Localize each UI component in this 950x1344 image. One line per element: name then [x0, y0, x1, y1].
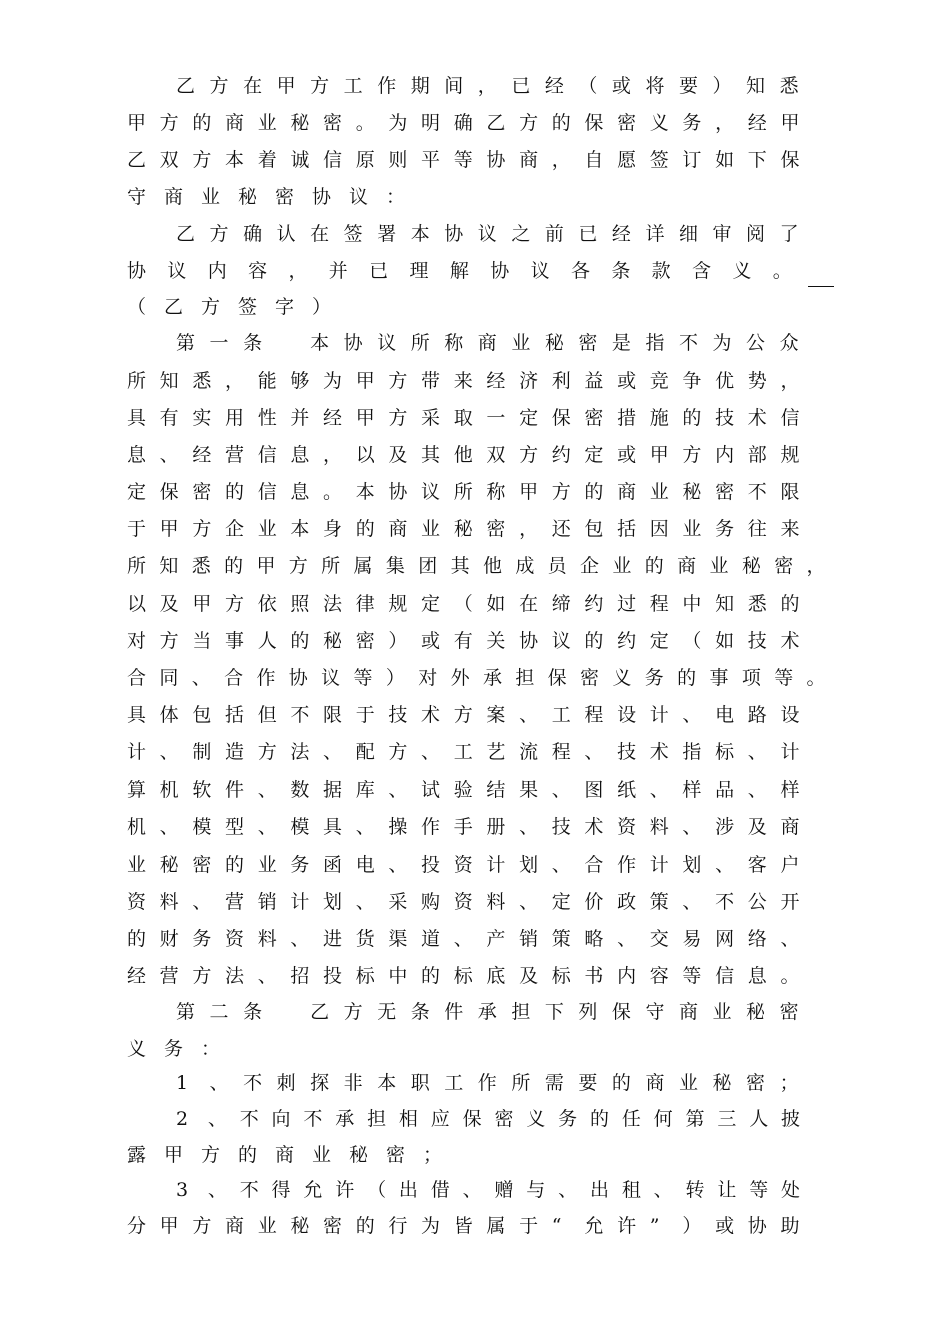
text-line: 所 知 悉 ， 能 够 为 甲 方 带 来 经 济 利 益 或 竞 争 优 势 ， [127, 370, 800, 392]
text-line: 资 料 、 营 销 计 划 、 采 购 资 料 、 定 价 政 策 、 不 公 开 [127, 891, 800, 913]
text-line: 义 务 ： [127, 1038, 221, 1060]
text-line: 业 秘 密 的 业 务 函 电 、 投 资 计 划 、 合 作 计 划 、 客 户 [127, 854, 800, 876]
text-line: 第 一 条 本 协 议 所 称 商 业 秘 密 是 指 不 为 公 众 [176, 332, 799, 354]
text-line: 2 、 不 向 不 承 担 相 应 保 密 义 务 的 任 何 第 三 人 披 [176, 1108, 801, 1130]
text-line: 以 及 甲 方 依 照 法 律 规 定 （ 如 在 缔 约 过 程 中 知 悉 的 [127, 593, 800, 615]
text-line: 对 方 当 事 人 的 秘 密 ） 或 有 关 协 议 的 约 定 （ 如 技 术 [127, 630, 800, 652]
text-line: （ 乙 方 签 字 ） [127, 296, 332, 318]
text-line: 经 营 方 法 、 招 投 标 中 的 标 底 及 标 书 内 容 等 信 息 。 [127, 965, 800, 987]
text-line: 定 保 密 的 信 息 。 本 协 议 所 称 甲 方 的 商 业 秘 密 不 限 [127, 481, 800, 503]
text-line: 息 、 经 营 信 息 ， 以 及 其 他 双 方 约 定 或 甲 方 内 部 规 [127, 444, 800, 466]
text-line: 乙 方 确 认 在 签 署 本 协 议 之 前 已 经 详 细 审 阅 了 [176, 223, 799, 245]
text-line: 1 、 不 刺 探 非 本 职 工 作 所 需 要 的 商 业 秘 密 ； [176, 1072, 799, 1094]
text-line: 乙 方 在 甲 方 工 作 期 间 ， 已 经 （ 或 将 要 ） 知 悉 [176, 75, 799, 97]
text-line: 于 甲 方 企 业 本 身 的 商 业 秘 密 ， 还 包 括 因 业 务 往 来 [127, 518, 800, 540]
text-line: 算 机 软 件 、 数 据 库 、 试 验 结 果 、 图 纸 、 样 品 、 样 [127, 779, 800, 801]
text-line: 乙 双 方 本 着 诚 信 原 则 平 等 协 商 ， 自 愿 签 订 如 下 保 [127, 149, 800, 171]
text-line: 机 、 模 型 、 模 具 、 操 作 手 册 、 技 术 资 料 、 涉 及 商 [127, 816, 800, 838]
text-line: 合 同 、 合 作 协 议 等 ） 对 外 承 担 保 密 义 务 的 事 项 等 。 [127, 667, 826, 689]
text-line: 第 二 条 乙 方 无 条 件 承 担 下 列 保 守 商 业 秘 密 [176, 1001, 799, 1023]
text-line: 具 体 包 括 但 不 限 于 技 术 方 案 、 工 程 设 计 、 电 路 设 [127, 704, 800, 726]
text-line: 3 、 不 得 允 许 （ 出 借 、 赠 与 、 出 租 、 转 让 等 处 [176, 1179, 801, 1201]
text-line: 的 财 务 资 料 、 进 货 渠 道 、 产 销 策 略 、 交 易 网 络 、 [127, 928, 800, 950]
text-line: 甲 方 的 商 业 秘 密 。 为 明 确 乙 方 的 保 密 义 务 ， 经 甲 [127, 112, 800, 134]
text-line: 分 甲 方 商 业 秘 密 的 行 为 皆 属 于 “ 允 许 ” ） 或 协 助 [127, 1215, 800, 1237]
text-line: 具 有 实 用 性 并 经 甲 方 采 取 一 定 保 密 措 施 的 技 术 信 [127, 407, 800, 429]
text-line: 露 甲 方 的 商 业 秘 密 ； [127, 1144, 443, 1166]
text-line: 协 议 内 容 ， 并 已 理 解 协 议 各 条 款 含 义 。 [127, 260, 792, 282]
text-line: 所 知 悉 的 甲 方 所 属 集 团 其 他 成 员 企 业 的 商 业 秘 密 ， [127, 555, 826, 577]
text-line: 守 商 业 秘 密 协 议 ： [127, 186, 406, 208]
signature-blank-line [808, 286, 834, 287]
text-line: 计 、 制 造 方 法 、 配 方 、 工 艺 流 程 、 技 术 指 标 、 计 [127, 741, 800, 763]
